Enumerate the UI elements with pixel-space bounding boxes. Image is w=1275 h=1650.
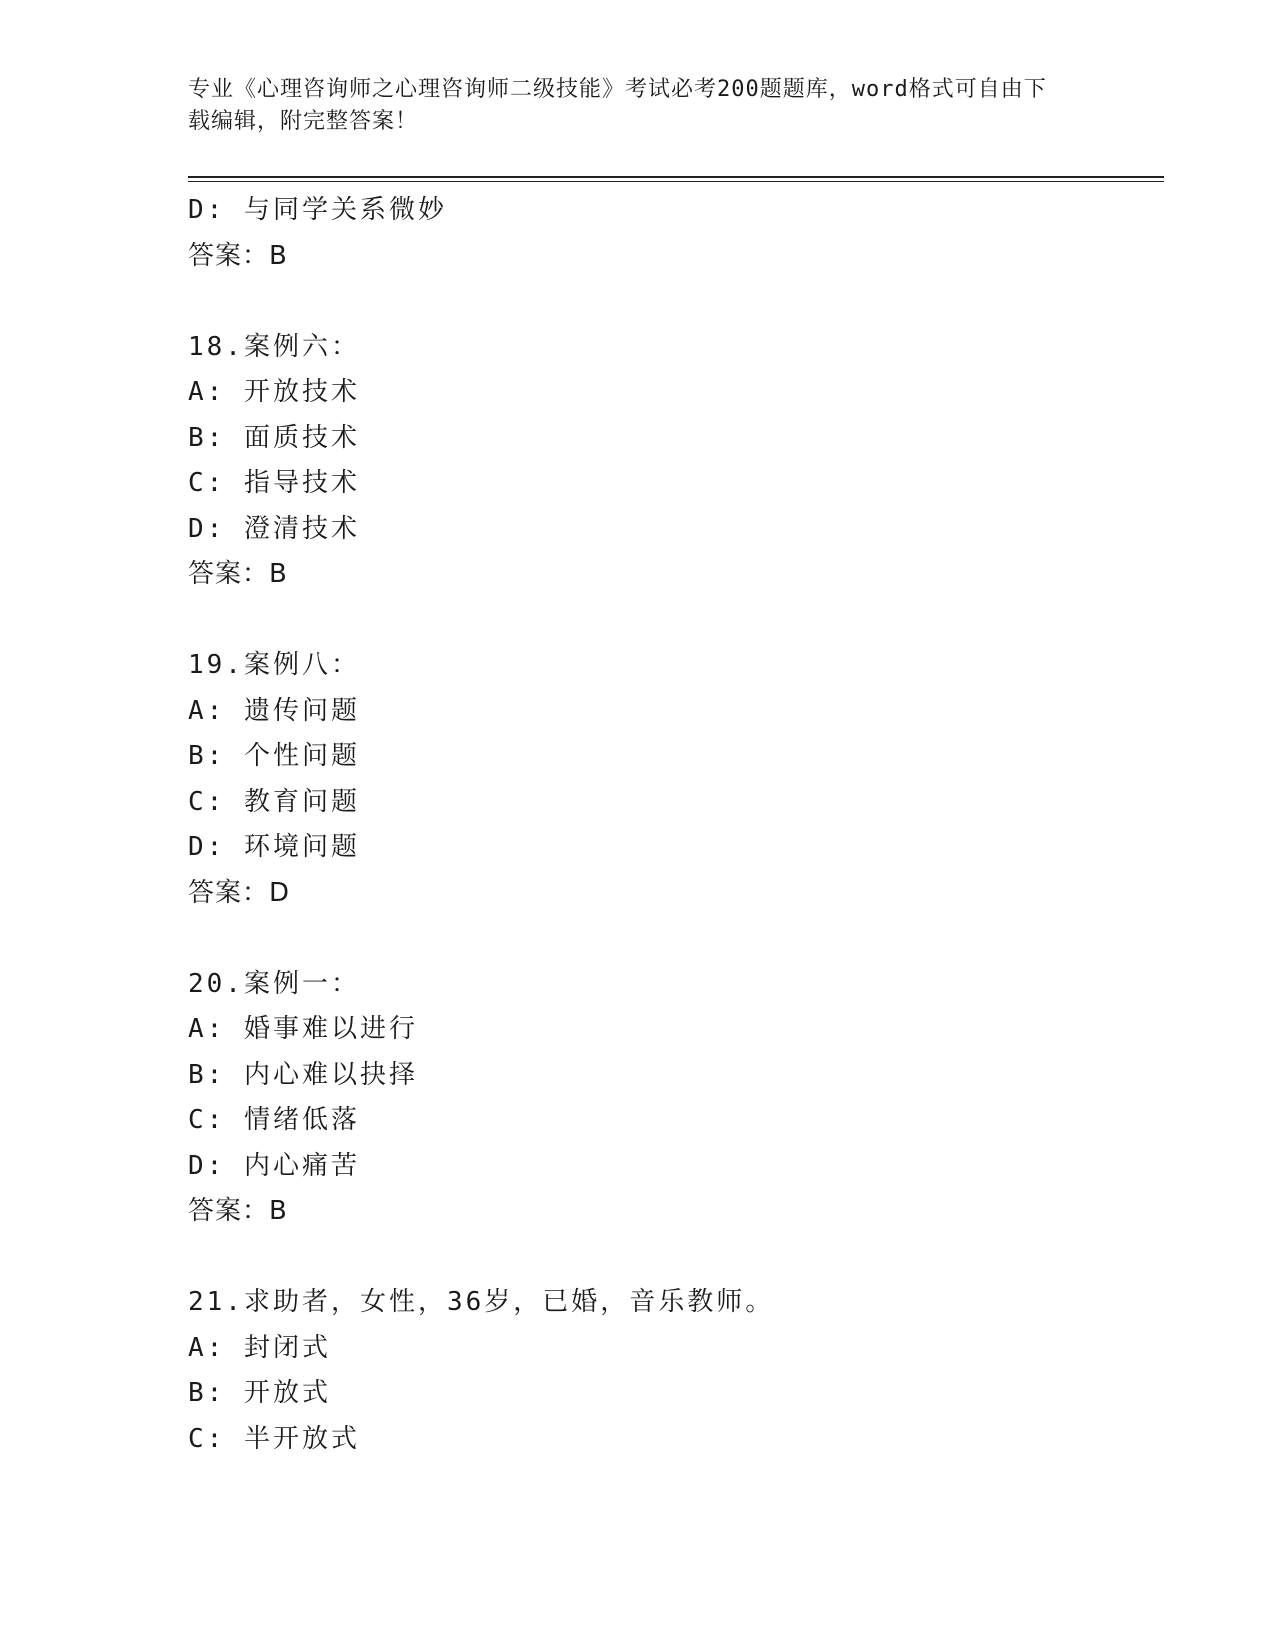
option-a: A: 开放技术	[188, 377, 360, 407]
option-b: B: 面质技术	[188, 422, 360, 453]
header-divider-thin	[188, 181, 1164, 182]
answer-line: 答案：B	[188, 1196, 288, 1226]
option-b: B: 内心难以抉择	[188, 1059, 418, 1090]
answer-line: 答案：D	[188, 877, 291, 908]
question-20	[188, 962, 1168, 1235]
option-d: D: 内心痛苦	[188, 1150, 360, 1181]
header-divider	[188, 176, 1164, 178]
question-list	[188, 188, 1168, 1462]
question-21	[188, 1280, 1168, 1462]
option-d: D: 环境问题	[188, 832, 360, 862]
answer-line: 答案：B	[188, 559, 288, 589]
option-b: B: 个性问题	[188, 741, 360, 771]
spacer	[188, 279, 1168, 325]
option-a: A: 封闭式	[188, 1332, 331, 1363]
option-c: C: 半开放式	[188, 1423, 360, 1454]
option-c: C: 指导技术	[188, 468, 360, 498]
option-a: A: 遗传问题	[188, 695, 360, 726]
question-stem: 19.案例八：	[188, 650, 360, 680]
option-c: C: 情绪低落	[188, 1105, 360, 1135]
spacer	[188, 916, 1168, 962]
question-18	[188, 325, 1168, 598]
spacer	[188, 598, 1168, 644]
option-d: D: 与同学关系微妙	[188, 195, 447, 225]
question-stem: 21.求助者，女性，36岁，已婚，音乐教师。	[188, 1287, 775, 1317]
option-a: A: 婚事难以进行	[188, 1014, 418, 1044]
question-19	[188, 643, 1168, 916]
question-stem: 20.案例一：	[188, 968, 360, 999]
answer-line: 答案：B	[188, 240, 288, 271]
page-header: 专业《心理咨询师之心理咨询师二级技能》考试必考200题题库，word格式可自由下载编辑，附完整答案！	[188, 77, 1047, 134]
question-stem: 18.案例六：	[188, 331, 360, 362]
spacer	[188, 1235, 1168, 1281]
option-b: B: 开放式	[188, 1378, 331, 1408]
option-d: D: 澄清技术	[188, 513, 360, 544]
option-c: C: 教育问题	[188, 786, 360, 817]
